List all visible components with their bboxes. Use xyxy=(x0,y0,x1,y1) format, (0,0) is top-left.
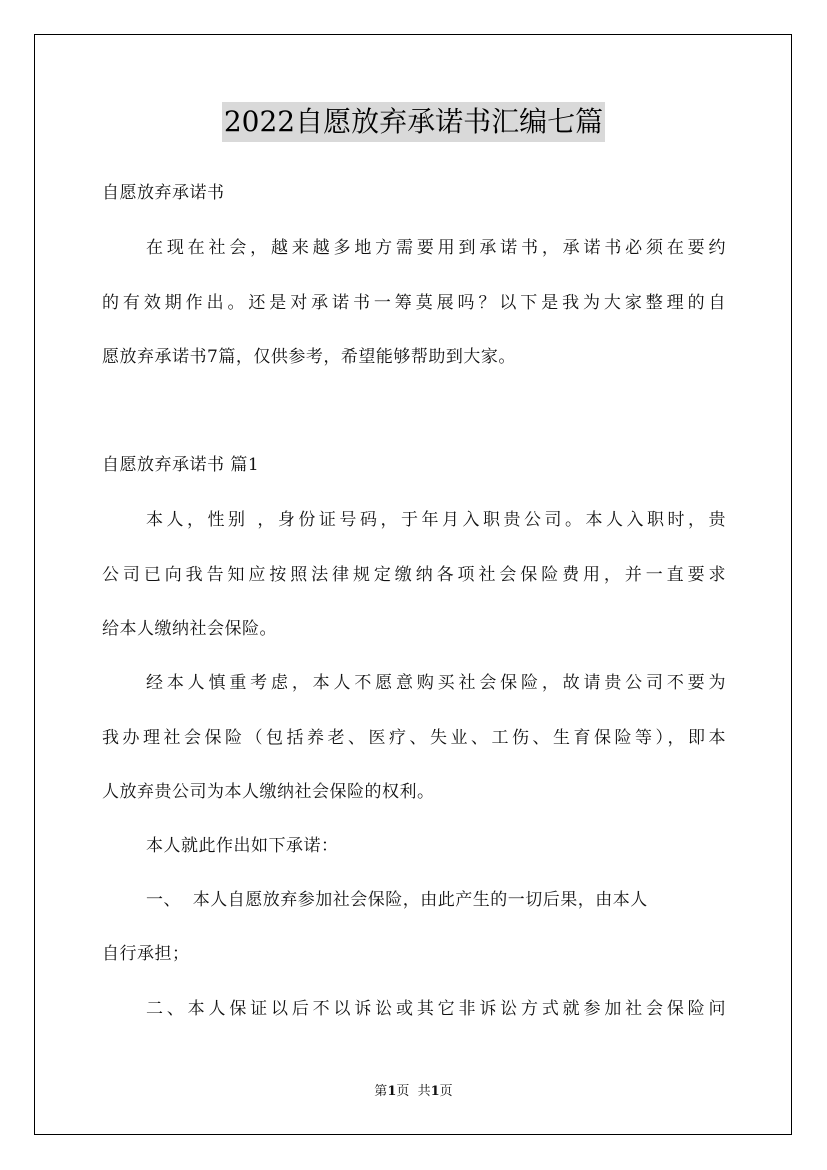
body-line: 在现在社会，越来越多地方需要用到承诺书，承诺书必须在要约 xyxy=(146,238,726,258)
body-line: 我办理社会保险（包括养老、医疗、失业、工伤、生育保险等），即本 xyxy=(102,728,726,748)
body-line: 给本人缴纳社会保险。 xyxy=(102,619,277,639)
section-heading: 自愿放弃承诺书 xyxy=(102,183,225,203)
title-container xyxy=(0,102,827,142)
footer-suffix: 页 xyxy=(439,1084,453,1099)
footer-prefix: 第 xyxy=(374,1084,388,1099)
body-line: 二、本人保证以后不以诉讼或其它非诉讼方式就参加社会保险问 xyxy=(146,999,726,1019)
body-line: 公司已向我告知应按照法律规定缴纳各项社会保险费用，并一直要求 xyxy=(102,565,726,585)
body-line: 一、 本人自愿放弃参加社会保险，由此产生的一切后果，由本人 xyxy=(146,890,648,910)
body-line: 的有效期作出。还是对承诺书一筹莫展吗？以下是我为大家整理的自 xyxy=(102,293,726,313)
body-line: 人放弃贵公司为本人缴纳社会保险的权利。 xyxy=(102,782,435,802)
body-line: 本人，性别 ，身份证号码，于年月入职贵公司。本人入职时，贵 xyxy=(146,510,726,530)
body-line: 自行承担； xyxy=(102,944,190,964)
footer-page-number: 1 xyxy=(387,1084,397,1099)
body-line: 愿放弃承诺书7篇，仅供参考，希望能够帮助到大家。 xyxy=(102,347,516,367)
section-heading: 自愿放弃承诺书 篇1 xyxy=(102,455,260,475)
body-line: 本人就此作出如下承诺： xyxy=(146,836,339,856)
document-title: 2022自愿放弃承诺书汇编七篇 xyxy=(222,102,605,142)
page-footer xyxy=(0,1083,827,1101)
footer-page-total: 1 xyxy=(430,1084,440,1099)
footer-mid: 页 共 xyxy=(396,1084,431,1099)
body-line: 经本人慎重考虑，本人不愿意购买社会保险，故请贵公司不要为 xyxy=(146,673,726,693)
